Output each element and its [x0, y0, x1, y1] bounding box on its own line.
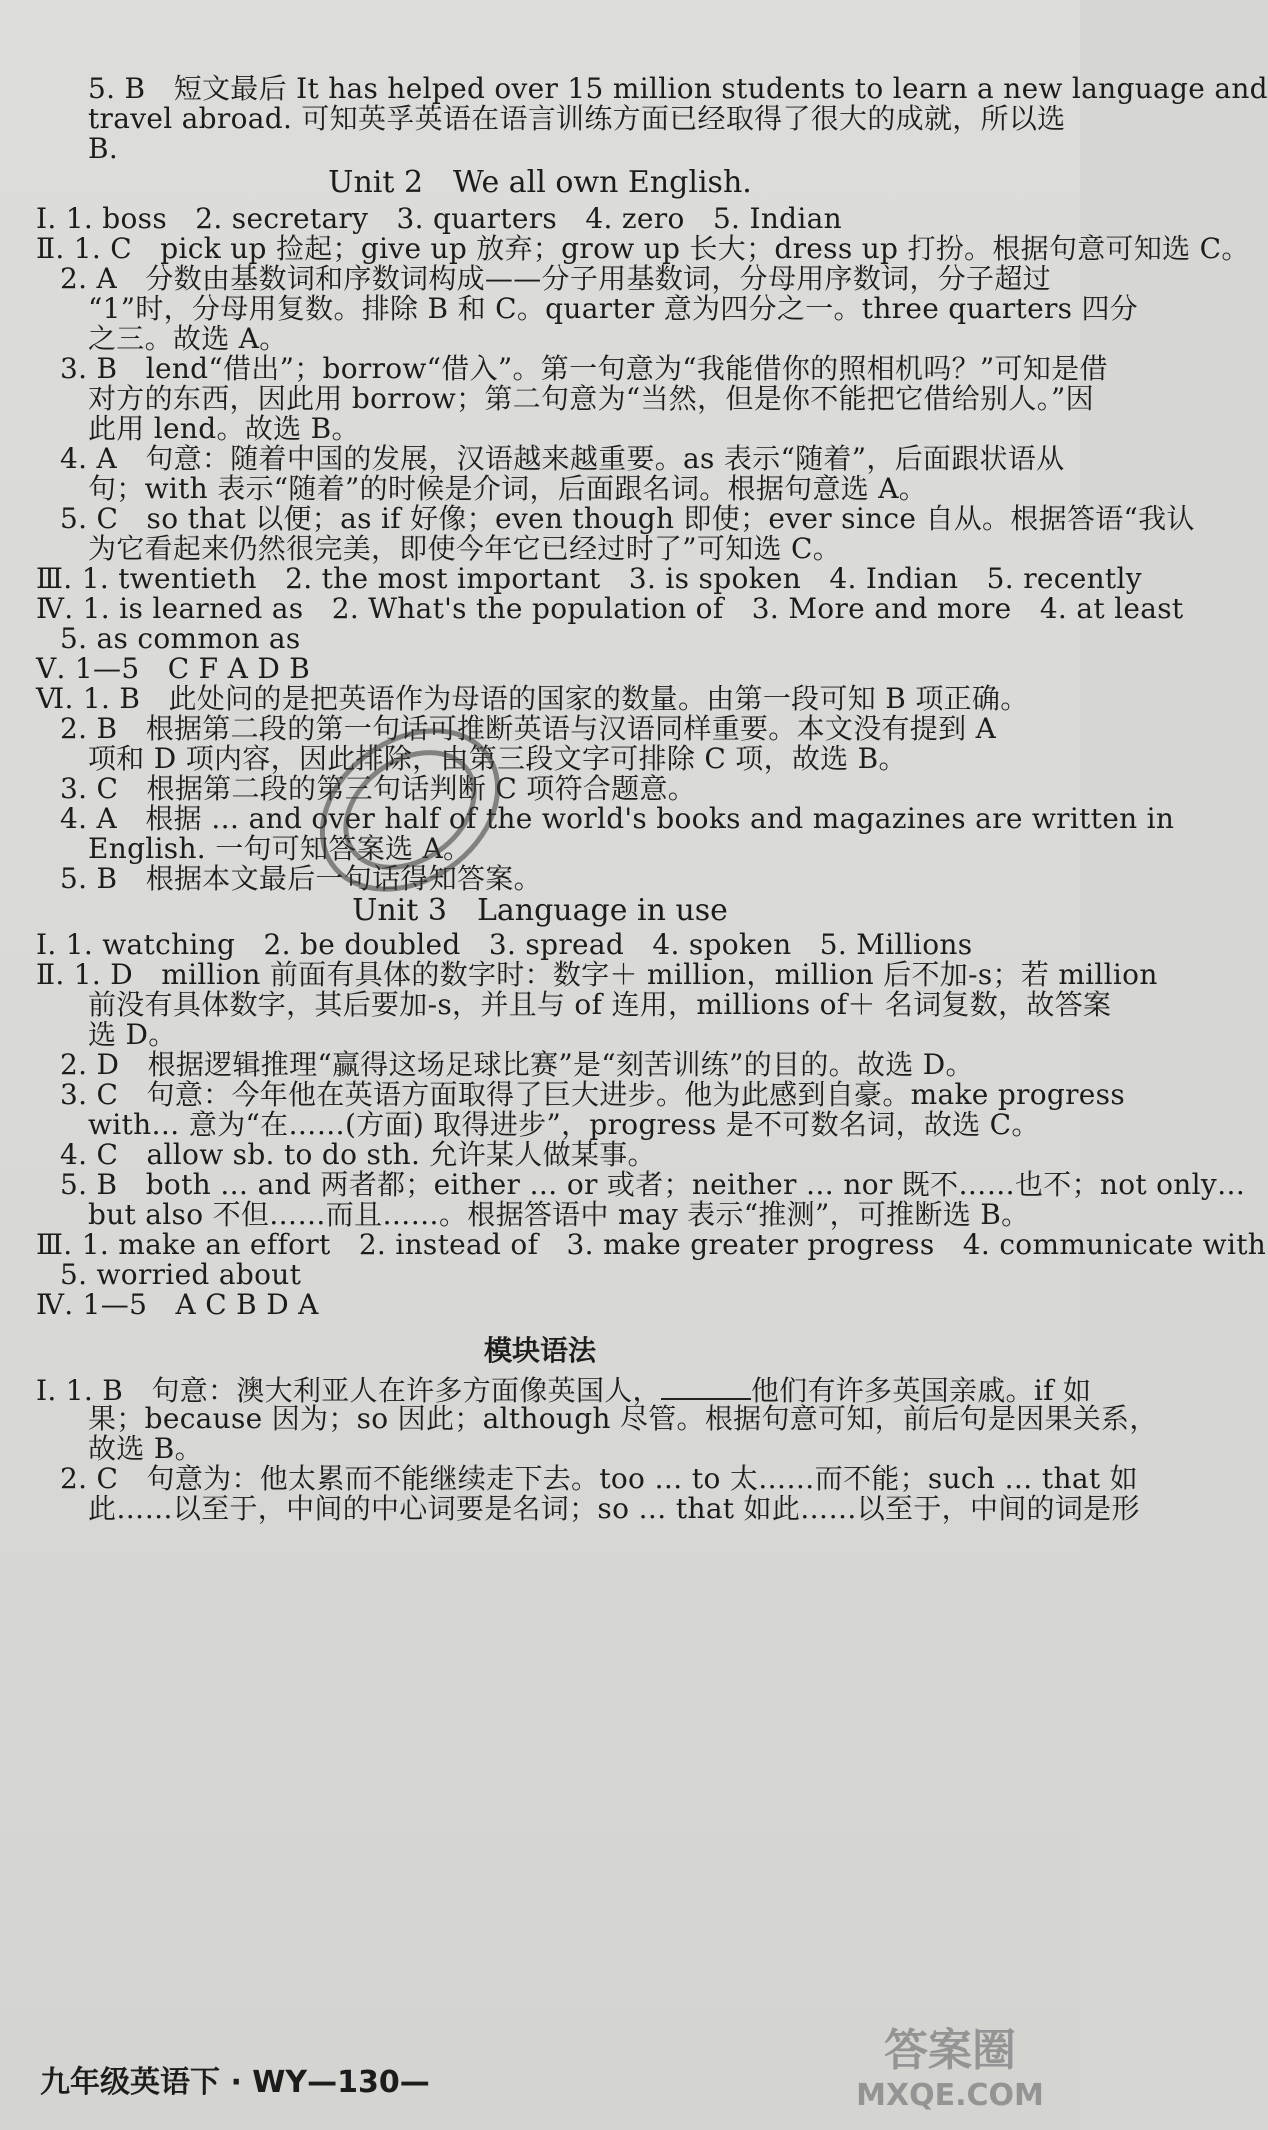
answer-line: Ⅳ. 1. is learned as 2. What's the population of 3. More and more 4. at least: [36, 592, 1184, 625]
answer-line: with… 意为“在……(方面) 取得进步”，progress 是不可数名词，故选 C。: [88, 1108, 1040, 1141]
answer-line: 此用 lend。故选 B。: [88, 412, 360, 445]
answer-line: Ⅵ. 1. B 此处问的是把英语作为母语的国家的数量。由第一段可知 B 项正确。: [36, 682, 1029, 715]
answer-line: 5. worried about: [60, 1258, 302, 1291]
answer-line: Ⅳ. 1—5 A C B D A: [36, 1288, 319, 1321]
answer-line: 2. D 根据逻辑推理“赢得这场足球比赛”是“刻苦训练”的目的。故选 D。: [60, 1048, 974, 1081]
answer-line: 2. C 句意为：他太累而不能继续走下去。too … to 太……而不能；such … that 如: [60, 1462, 1138, 1495]
answer-line: English. 一句可知答案选 A。: [88, 832, 472, 865]
answer-line: “1”时，分母用复数。排除 B 和 C。quarter 意为四分之一。three quarters 四分: [88, 292, 1139, 325]
answer-line: 选 D。: [88, 1018, 177, 1051]
answer-line: Ⅲ. 1. make an effort 2. instead of 3. make greater progress 4. communicate with: [36, 1228, 1267, 1261]
answer-line: 5. B 根据本文最后一句话得知答案。: [60, 862, 542, 895]
answer-line: Ⅴ. 1—5 C F A D B: [36, 652, 311, 685]
answer-line: 之三。故选 A。: [88, 322, 288, 355]
answer-line: Ⅲ. 1. twentieth 2. the most important 3. is spoken 4. Indian 5. recently: [36, 562, 1142, 595]
answer-line: 果；because 因为；so 因此；although 尽管。根据句意可知，前后句是因果关系，: [88, 1402, 1158, 1435]
answer-line: travel abroad. 可知英孚英语在语言训练方面已经取得了很大的成就，所以选: [88, 102, 1066, 135]
answer-line: 项和 D 项内容，因此排除，由第三段文字可排除 C 项，故选 B。: [88, 742, 907, 775]
answer-line: 2. A 分数由基数词和序数词构成——分子用基数词，分母用序数词，分子超过: [60, 262, 1051, 295]
answer-line: 对方的东西，因此用 borrow；第二句意为“当然，但是你不能把它借给别人。”因: [88, 382, 1094, 415]
unit-heading: Unit 2 We all own English.: [328, 165, 752, 200]
answer-line: 3. C 根据第二段的第三句话判断 C 项符合题意。: [60, 772, 697, 805]
page-footer: 九年级英语下 · WY—130—: [40, 2065, 430, 2100]
watermark-logo: [840, 2010, 1060, 2120]
answer-line: 5. B 短文最后 It has helped over 15 million students to learn a new language and: [88, 72, 1268, 105]
answer-line: Ⅱ. 1. D million 前面有具体的数字时：数字＋ million，million 后不加-s；若 million: [36, 958, 1158, 991]
grammar-heading: 模块语法: [483, 1334, 596, 1367]
answer-line: 故选 B。: [88, 1432, 203, 1465]
watermark-text: 答案圈: [884, 2025, 1016, 2076]
answer-line: 5. C so that 以便；as if 好像；even though 即使；ever since 自从。根据答语“我认: [60, 502, 1195, 535]
answer-line: 5. as common as: [60, 622, 301, 655]
answer-line: 前没有具体数字，其后要加-s，并且与 of 连用，millions of＋ 名词复数，故答案: [88, 988, 1112, 1021]
answer-line: Ⅰ. 1. boss 2. secretary 3. quarters 4. zero 5. Indian: [36, 202, 842, 235]
answer-text: Ⅰ. 1. B 句意：澳大利亚人在许多方面像英国人，: [36, 1374, 661, 1407]
unit-heading: Unit 3 Language in use: [352, 893, 728, 928]
answer-line: 此……以至于，中间的中心词要是名词；so … that 如此……以至于，中间的词是形: [88, 1492, 1140, 1525]
fill-blank: [661, 1372, 751, 1400]
answer-line: 5. B both … and 两者都；either … or 或者；neither … nor 既不……也不；not only…: [60, 1168, 1246, 1201]
answer-line: 为它看起来仍然很完美，即使今年它已经过时了”可知选 C。: [88, 532, 842, 565]
answer-line: 4. A 句意：随着中国的发展，汉语越来越重要。as 表示“随着”，后面跟状语从: [60, 442, 1065, 475]
answer-line: 3. B lend“借出”；borrow“借入”。第一句意为“我能借你的照相机吗？”可知是借: [60, 352, 1108, 385]
answer-line: Ⅱ. 1. C pick up 捡起；give up 放弃；grow up 长大；dress up 打扮。根据句意可知选 C。: [36, 232, 1250, 265]
answer-text: 他们有许多英国亲戚。if 如: [750, 1374, 1092, 1407]
watermark-url: MXQE.COM: [856, 2078, 1044, 2113]
answer-line: Ⅰ. 1. watching 2. be doubled 3. spread 4. spoken 5. Millions: [36, 928, 973, 961]
answer-line: 3. C 句意：今年他在英语方面取得了巨大进步。他为此感到自豪。make progress: [60, 1078, 1126, 1111]
answer-line: 2. B 根据第二段的第一句话可推断英语与汉语同样重要。本文没有提到 A: [60, 712, 997, 745]
answer-line: 4. C allow sb. to do sth. 允许某人做某事。: [60, 1138, 656, 1171]
answer-line: 4. A 根据 … and over half of the world's books and magazines are written in: [60, 802, 1175, 835]
answer-line: but also 不但……而且……。根据答语中 may 表示“推测”，可推断选 B。: [88, 1198, 1030, 1231]
answer-line: 句；with 表示“随着”的时候是介词，后面跟名词。根据句意选 A。: [88, 472, 928, 505]
stamp-mark: [290, 690, 530, 930]
answer-line: B.: [88, 132, 119, 165]
